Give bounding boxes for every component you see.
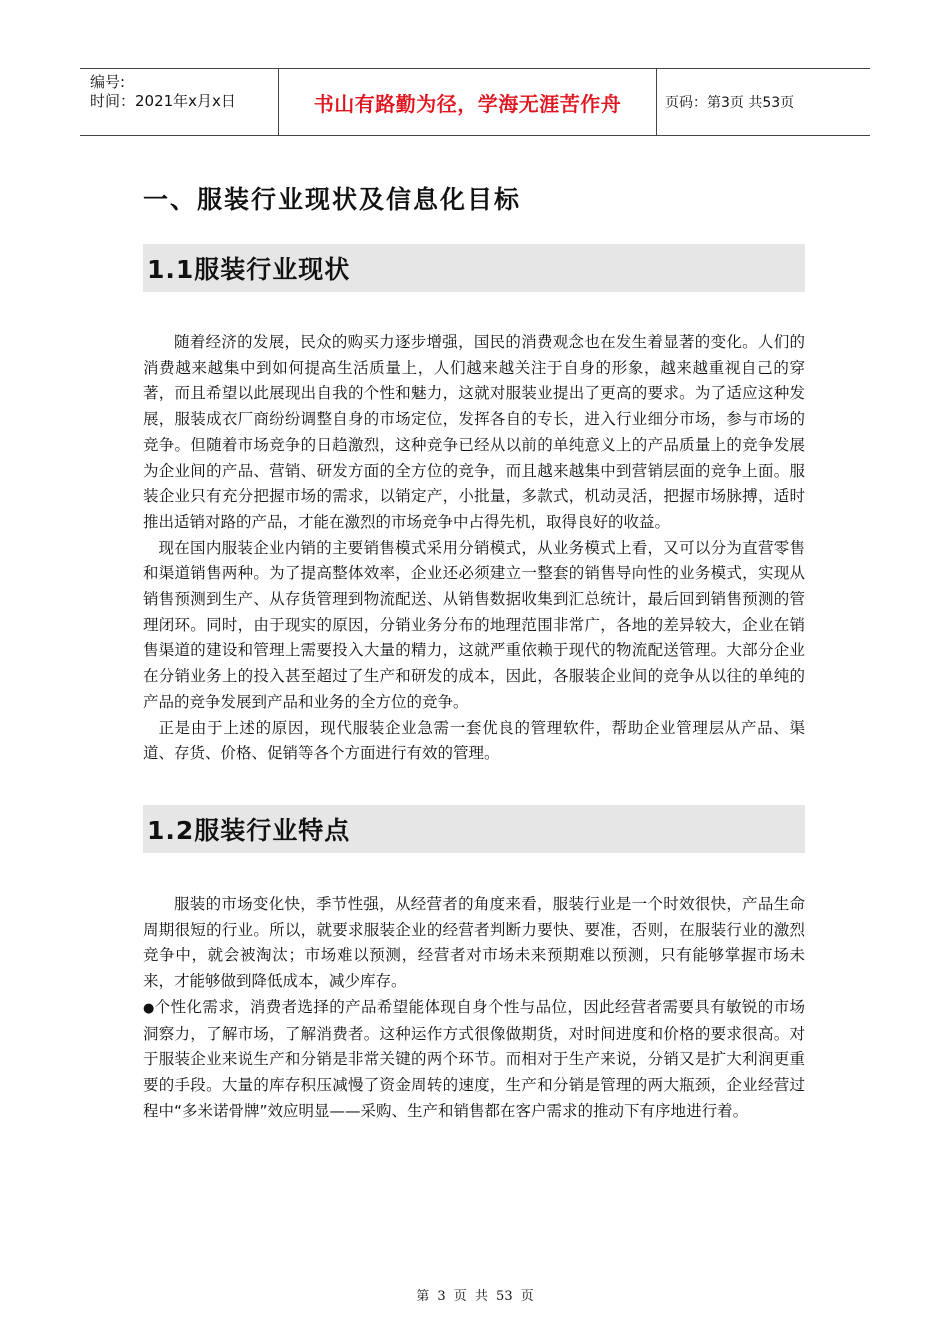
page-header <box>80 68 870 136</box>
bullet-text: 个性化需求，消费者选择的产品希望能体现自身个性与品位，因此经营者需要具有敏锐的市场洞察力，了解市场，了解消费者。这种运作方式很像做期货，对时间进度和价格的要求很高。对于服装企业来说生产和分销是非常关键的两个环节。而相对于生产来说，分销又是扩大利润更重要的手段。大量的库存积压减慢了资金周转的速度，生产和分销是管理的两大瓶颈，企业经营过程中“多米诺骨牌”效应明显——采购、生产和销售都在客户需求的推动下有序地进行着。 <box>143 997 805 1120</box>
paragraph: 正是由于上述的原因，现代服装企业急需一套优良的管理软件，帮助企业管理层从产品、渠道、存货、价格、促销等各个方面进行有效的管理。 <box>143 718 805 763</box>
section-1-2-body <box>143 892 805 1124</box>
subsection-heading-1-2: 1.2服装行业特点 <box>143 805 805 853</box>
document-number-label: 编号: <box>90 73 126 91</box>
paragraph: 随着经济的发展，民众的购买力逐步增强，国民的消费观念也在发生着显著的变化。人们的消费越来越集中到如何提高生活质量上，人们越来越关注于自身的形象，越来越重视自己的穿著，而且希望以此展现出自我的个性和魅力，这就对服装业提出了更高的要求。为了适应这种发展，服装成衣厂商纷纷调整自身的市场定位，发挥各自的专长，进入行业细分市场，参与市场的竞争。但随着市场竞争的日趋激烈，这种竞争已经从以前的单纯意义上的产品质量上的竞争发展为企业间的产品、营销、研发方面的全方位的竞争，而且越来越集中到营销层面的竞争上面。服装企业只有充分把握市场的需求，以销定产，小批量，多款式，机动灵活，把握市场脉搏，适时推出适销对路的产品，才能在激烈的市场竞争中占得先机，取得良好的收益。 <box>143 333 805 531</box>
paragraph: 现在国内服装企业内销的主要销售模式采用分销模式，从业务模式上看，又可以分为直营零售和渠道销售两种。为了提高整体效率，企业还必须建立一整套的销售导向性的业务模式，实现从销售预测到生产、从存货管理到物流配送、从销售数据收集到汇总统计，最后回到销售预测的管理闭环。同时，由于现实的原因，分销业务分布的地理范围非常广，各地的差异较大，企业在销售渠道的建设和管理上需要投入大量的精力，这就严重依赖于现代的物流配送管理。大部分企业在分销业务上的投入甚至超过了生产和研发的成本，因此，各服装企业间的竞争从以往的单纯的产品的竞争发展到产品和业务的全方位的竞争。 <box>143 538 805 711</box>
subsection-heading-1-1: 1.1服装行业现状 <box>143 244 805 292</box>
section-title: 一、服装行业现状及信息化目标 <box>143 185 522 214</box>
page-footer: 第 3 页 共 53 页 <box>416 1289 534 1304</box>
header-info <box>80 69 279 135</box>
bullet-paragraph <box>143 995 805 1125</box>
header-motto: 书山有路勤为径，学海无涯苦作舟 <box>279 69 657 135</box>
paragraph: 服装的市场变化快，季节性强，从经营者的角度来看，服装行业是一个时效很快，产品生命周期很短的行业。所以，就要求服装企业的经营者判断力要快、要准，否则，在服装行业的激烈竞争中，就会被淘汰；市场难以预测，经营者对市场未来预期难以预测，只有能够掌握市场未来，才能够做到降低成本，减少库存。 <box>143 895 805 991</box>
bullet-icon: ● <box>143 1000 155 1016</box>
header-page-info: 页码：第3页 共53页 <box>665 95 795 111</box>
document-date-label: 时间：2021年x月x日 <box>90 92 236 110</box>
section-1-1-body <box>143 330 805 767</box>
